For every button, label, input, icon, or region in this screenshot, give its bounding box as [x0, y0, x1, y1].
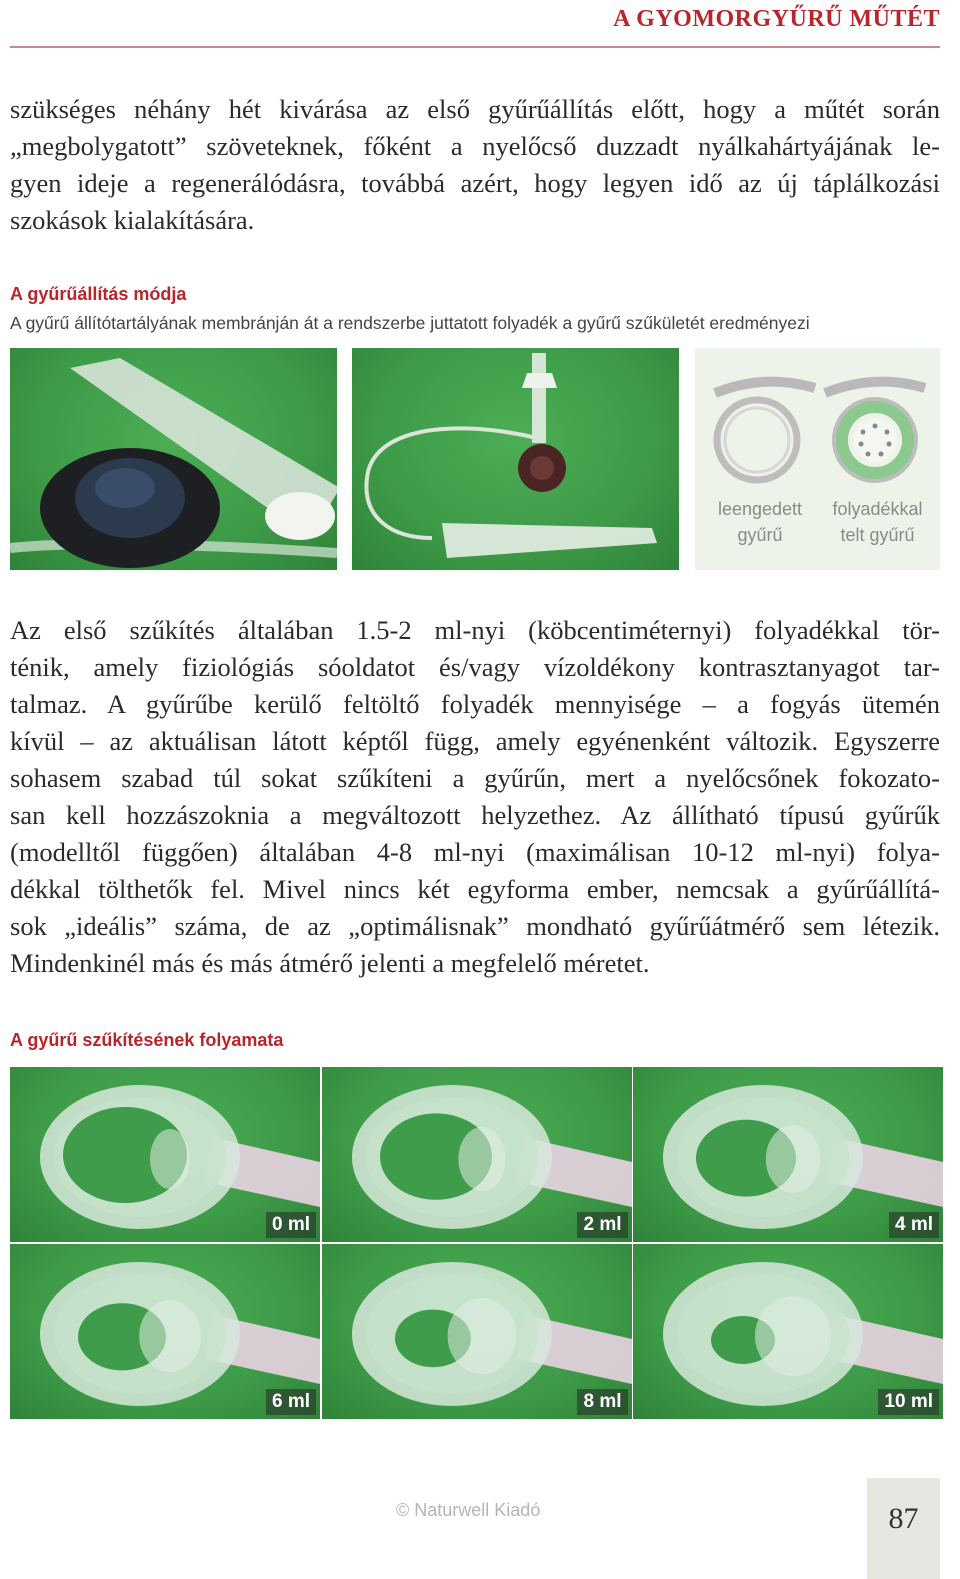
text-line: „megbolygatott” szöveteknek, főként a nyelőcső duzzadt nyálkahártyájának le- [10, 131, 940, 161]
page-number-box [867, 1478, 940, 1579]
label-inflated-ring [820, 496, 935, 548]
text-line: (modelltől függően) általában 4-8 ml-nyi (maximálisan 10-12 ml-nyi) folya- [10, 837, 940, 867]
label-line: leengedett [717, 499, 803, 519]
text-line: sok „ideális” száma, de az „optimálisnak” mondható gyűrűátmérő sem létezik. [10, 911, 940, 941]
text-line: gyen ideje a regenerálódásra, továbbá azért, hogy legyen idő az új táplálkozási [10, 168, 940, 198]
paragraph-filling [10, 612, 940, 982]
text-line: kívül – az aktuálisan látott képtől függ, amely egyénenként változik. Egyszerre [10, 726, 940, 756]
text-line: talmaz. A gyűrűbe kerülő feltöltő folyadék mennyisége – a fogyás ütemén [10, 689, 940, 719]
ring-photo-cell [633, 1244, 943, 1419]
photo-port-and-band [10, 348, 337, 570]
ring-photo-cell [10, 1067, 320, 1242]
page-number: 87 [888, 1502, 919, 1535]
text-line: Mindenkinél más és más átmérő jelenti a megfelelő méretet. [10, 948, 650, 978]
label-line: gyűrű [737, 525, 783, 545]
ring-photo-cell [633, 1067, 943, 1242]
text-line: Az első szűkítés általában 1.5-2 ml-nyi (köbcentiméternyi) folyadékkal tör- [10, 615, 940, 645]
text-line: san kell hozzászoknia a megváltozott helyzethez. Az állítható típusú gyűrűk [10, 800, 940, 830]
port-band-illustration [10, 348, 337, 570]
section-title-narrowing: A gyűrű szűkítésének folyamata [10, 1030, 284, 1050]
text-line: szokások kialakítására. [10, 205, 255, 235]
text-line: ténik, amely fiziológiás sóoldatot és/vagy vízoldékony kontrasztanyagot tar- [10, 652, 940, 682]
ring-diagram [695, 348, 940, 488]
section-title-adjustment: A gyűrűállítás módja [10, 284, 187, 304]
text-line: sohasem szabad túl sokat szűkíteni a gyűrűn, mert a nyelőcsőnek fokozato- [10, 763, 940, 793]
publisher-credit: © Naturwell Kiadó [396, 1500, 541, 1520]
diagram-ring-states [695, 348, 940, 570]
fill-volume-label: 6 ml [266, 1389, 316, 1415]
ring-photo-cell [10, 1244, 320, 1419]
paragraph-intro [10, 91, 940, 239]
label-line: telt gyűrű [840, 525, 915, 545]
fill-volume-label: 0 ml [266, 1212, 316, 1238]
section-caption-adjustment: A gyűrű állítótartályának membránján át a rendszerbe juttatott folyadék a gyűrű szűkületét eredményezi [10, 313, 810, 333]
text-line: szükséges néhány hét kivárása az első gyűrűállítás előtt, hogy a műtét során [10, 94, 940, 124]
ring-narrowing-grid [10, 1067, 942, 1420]
syringe-band-illustration [352, 348, 679, 570]
ring-photo-cell [322, 1067, 632, 1242]
header-divider [10, 46, 940, 48]
fill-volume-label: 10 ml [878, 1389, 939, 1415]
ring-photo-cell [322, 1244, 632, 1419]
text-line: dékkal tölthetők fel. Mivel nincs két egyforma ember, nemcsak a gyűrűállítá- [10, 874, 940, 904]
fill-volume-label: 8 ml [577, 1389, 627, 1415]
fill-volume-label: 2 ml [577, 1212, 627, 1238]
fill-volume-label: 4 ml [889, 1212, 939, 1238]
label-deflated-ring [705, 496, 815, 548]
label-line: folyadékkal [832, 499, 923, 519]
running-header: A GYOMORGYŰRŰ MŰTÉT [613, 6, 940, 32]
photo-syringe-and-band [352, 348, 679, 570]
